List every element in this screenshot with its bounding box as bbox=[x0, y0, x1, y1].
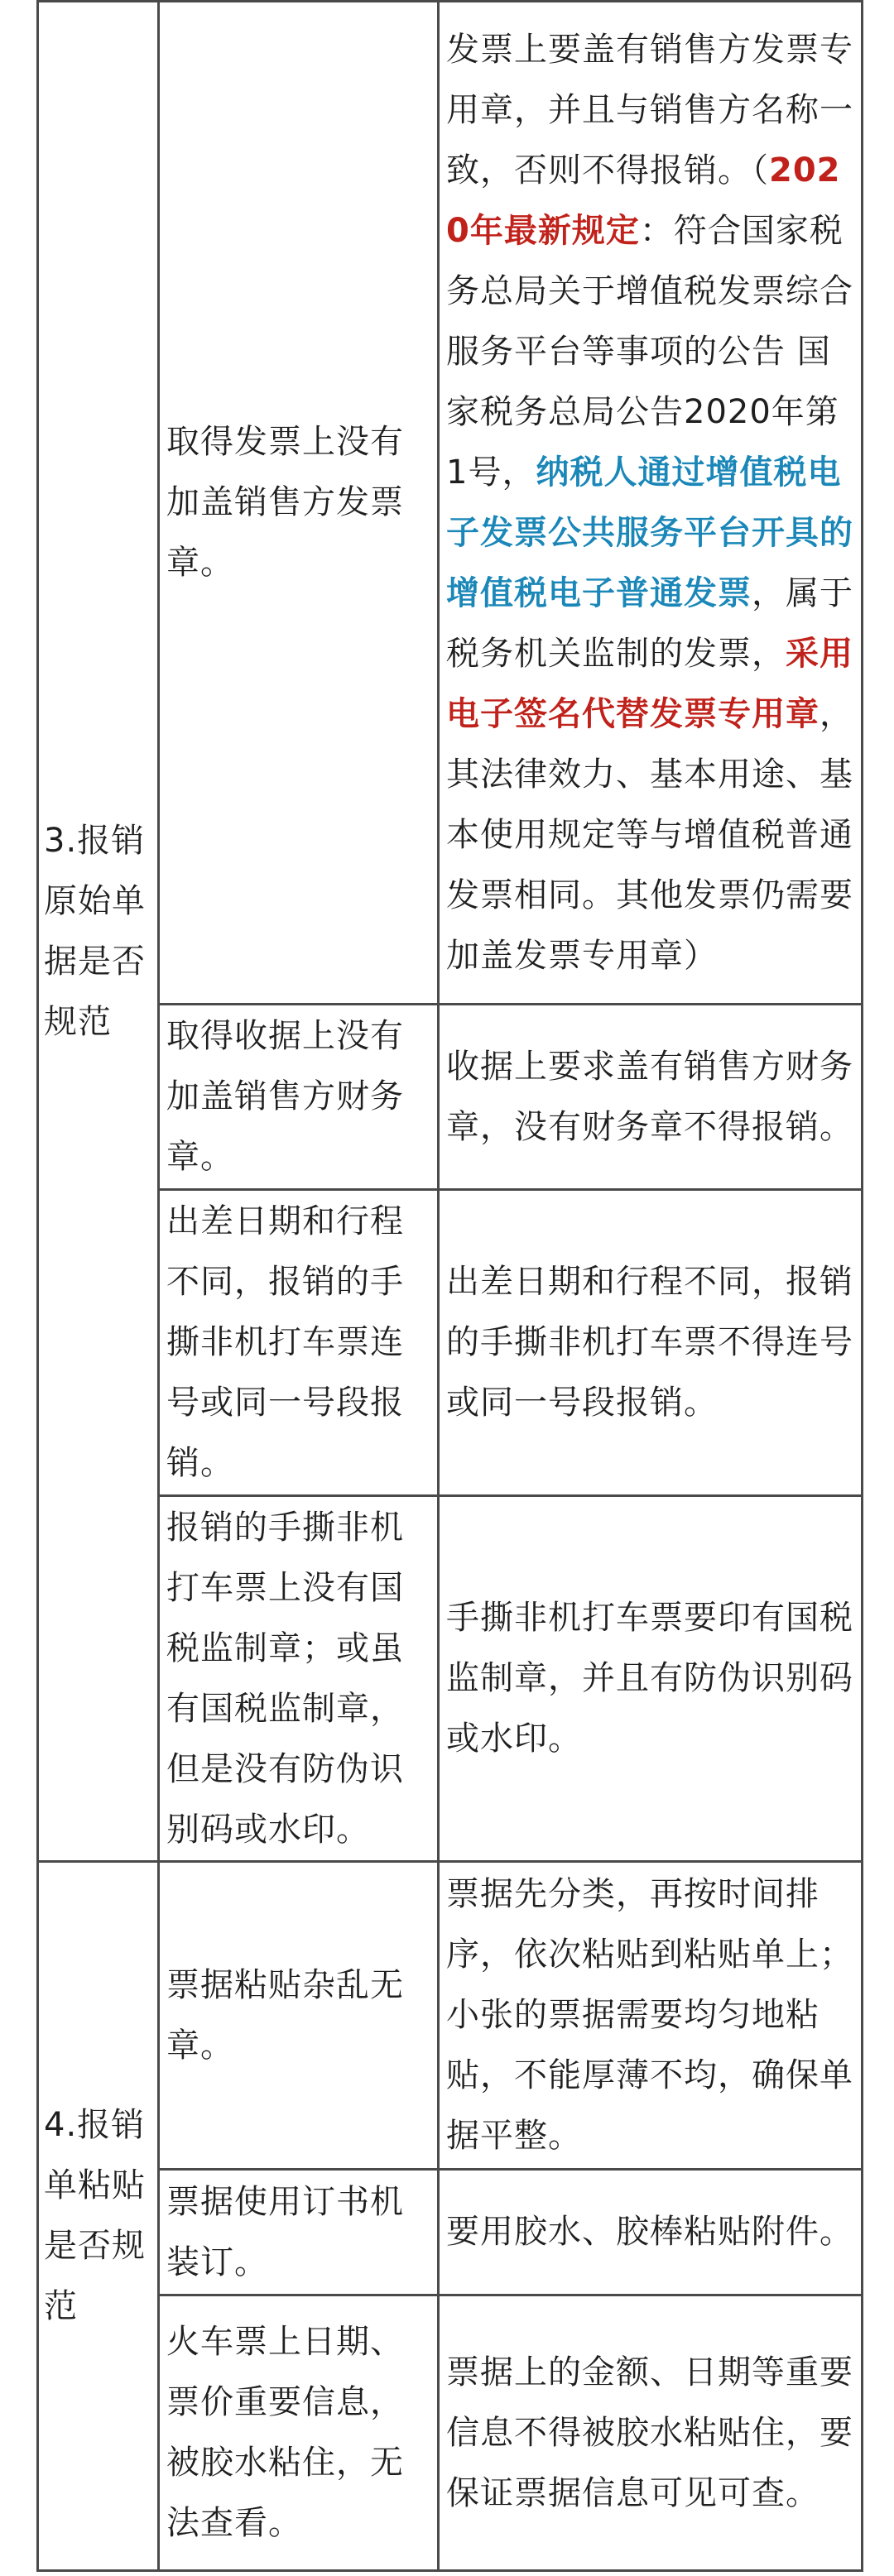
requirement-fragment: 收据上要求盖有销售方财务章，没有财务章不得报销。 bbox=[446, 1047, 853, 1146]
requirement-cell bbox=[439, 1190, 863, 1496]
requirement-cell bbox=[439, 1862, 863, 2170]
requirement-fragment: ，属于税务机关监制的发票， bbox=[446, 573, 853, 673]
requirement-fragment: 出差日期和行程不同，报销的手撕非机打车票不得连号或同一号段报销。 bbox=[446, 1263, 853, 1422]
issue-cell: 取得发票上没有加盖销售方发票章。 bbox=[159, 2, 439, 1005]
category-cell: 3.报销原始单据是否规范 bbox=[38, 2, 159, 1862]
issue-cell: 票据粘贴杂乱无章。 bbox=[159, 1862, 439, 2170]
requirement-text bbox=[446, 20, 856, 986]
issue-cell: 票据使用订书机装订。 bbox=[159, 2170, 439, 2295]
requirement-fragment: ，其法律效力、基本用途、基本使用规定等与增值税普通发票相同。其他发票仍需要加盖发票专用章） bbox=[446, 694, 853, 975]
reimbursement-rules-table bbox=[36, 0, 863, 2572]
table-row bbox=[38, 2170, 863, 2295]
table-row bbox=[38, 2295, 863, 2571]
table-row bbox=[38, 2, 863, 1005]
issue-cell: 取得收据上没有加盖销售方财务章。 bbox=[159, 1005, 439, 1190]
requirement-fragment: 手撕非机打车票要印有国税监制章，并且有防伪识别码或水印。 bbox=[446, 1599, 853, 1758]
highlight-blue-text: 纳税人通过增值税电子发票公共服务平台开具的增值税电子普通发票 bbox=[446, 453, 853, 612]
requirement-cell bbox=[439, 2295, 863, 2571]
table-row bbox=[38, 1496, 863, 1862]
requirement-fragment: 票据上的金额、日期等重要信息不得被胶水粘贴住，要保证票据信息可见可查。 bbox=[446, 2353, 853, 2512]
issue-cell: 出差日期和行程不同，报销的手撕非机打车票连号或同一号段报销。 bbox=[159, 1190, 439, 1496]
table-row bbox=[38, 1005, 863, 1190]
requirement-cell bbox=[439, 2170, 863, 2295]
category-cell: 4.报销单粘贴是否规范 bbox=[38, 1862, 159, 2571]
highlight-red-text: 2020年最新规定 bbox=[446, 151, 841, 250]
issue-cell: 报销的手撕非机打车票上没有国税监制章；或虽有国税监制章，但是没有防伪识别码或水印。 bbox=[159, 1496, 439, 1862]
requirement-fragment: 发票上要盖有销售方发票专用章，并且与销售方名称一致，否则不得报销。 bbox=[446, 30, 853, 189]
requirement-cell bbox=[439, 1005, 863, 1190]
issue-cell: 火车票上日期、票价重要信息，被胶水粘住，无法查看。 bbox=[159, 2295, 439, 2571]
highlight-red-text: 采用电子签名代替发票专用章 bbox=[446, 634, 853, 733]
requirement-fragment: （ bbox=[752, 151, 769, 189]
requirement-fragment: 要用胶水、胶棒粘贴附件。 bbox=[446, 2213, 853, 2251]
table-row bbox=[38, 1190, 863, 1496]
requirement-cell bbox=[439, 1496, 863, 1862]
requirement-fragment: ：符合国家税务总局关于增值税发票综合服务平台等事项的公告 国家税务总局公告2020年第1号， bbox=[446, 211, 853, 492]
requirement-cell bbox=[439, 2, 863, 1005]
requirement-fragment: 票据先分类，再按时间排序，依次粘贴到粘贴单上；小张的票据需要均匀地粘贴，不能厚薄不均，确保单据平整。 bbox=[446, 1875, 853, 2155]
table-row bbox=[38, 1862, 863, 2170]
